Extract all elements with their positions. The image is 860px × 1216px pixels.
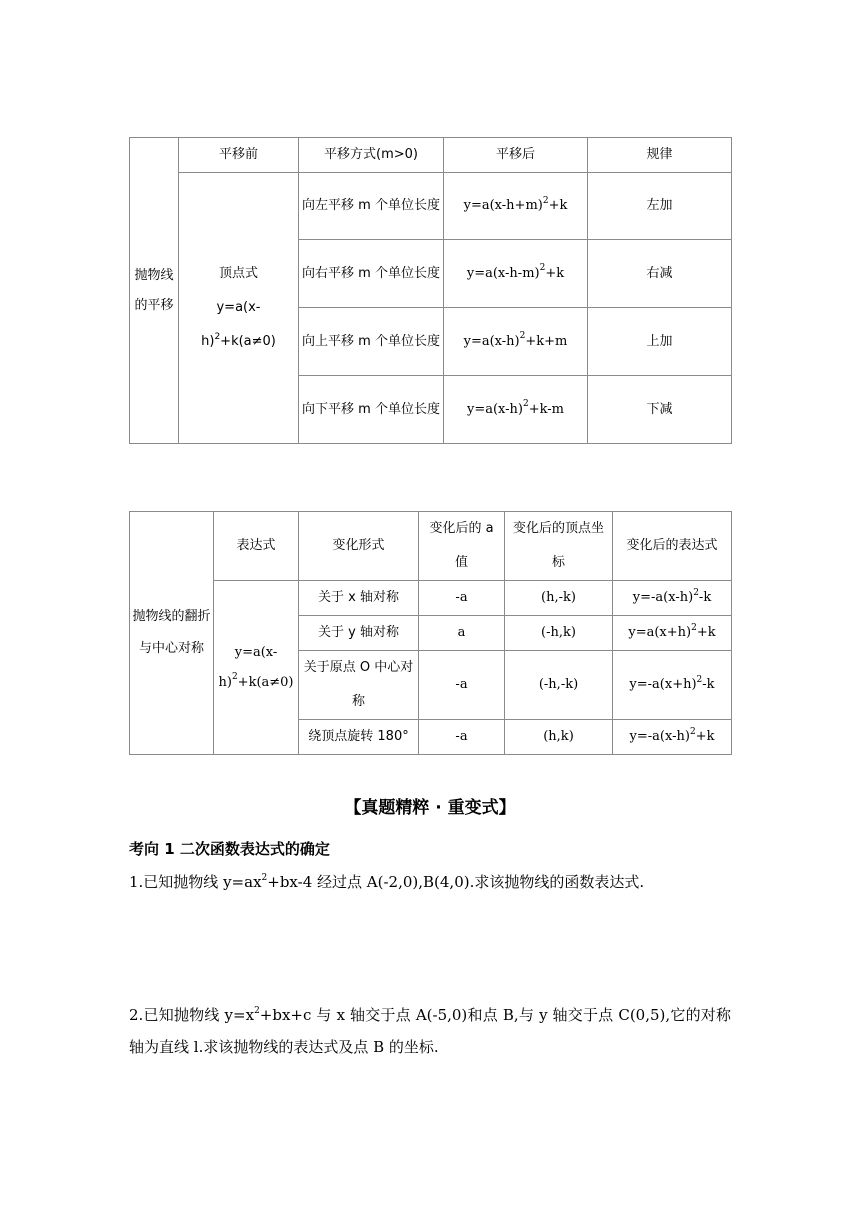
header-method: 平移方式(m>0) (299, 138, 444, 173)
after-left: $y=a(x-h+m)^2+k$ (444, 173, 588, 240)
result-x-axis: $y=-a(x-h)^2-k$ (613, 581, 732, 616)
vertex-y-axis: (-h,k) (505, 616, 613, 651)
translation-category: 抛物线的平移 (134, 267, 174, 313)
question-2: 2.已知抛物线 $y=x^2+bx+c$ 与 x 轴交于点 A(-5,0)和点 B,与 y 轴交于点 C(0,5),它的对称轴为直线 l.求该抛物线的表达式及点 B 的坐标. (129, 1006, 731, 1056)
symmetry-category-cell (130, 512, 214, 755)
symmetry-table (129, 511, 732, 755)
a-value-rotate: -a (419, 720, 505, 755)
header-after: 平移后 (444, 138, 588, 173)
rule-right: 右减 (588, 240, 732, 308)
before-formula: $y=a(x-h)^2+k(a\ne 0)$ (201, 300, 276, 349)
vertex-x-axis: (h,-k) (505, 581, 613, 616)
header-a-value: 变化后的 a 值 (419, 512, 505, 581)
translation-table (129, 137, 732, 444)
method-up: 向上平移 m 个单位长度 (299, 308, 444, 376)
method-right: 向右平移 m 个单位长度 (299, 240, 444, 308)
vertex-origin: (-h,-k) (505, 651, 613, 720)
vertex-rotate: (h,k) (505, 720, 613, 755)
header-rule: 规律 (588, 138, 732, 173)
header-form: 变化形式 (299, 512, 419, 581)
a-value-x-axis: -a (419, 581, 505, 616)
form-origin: 关于原点 O 中心对称 (299, 651, 419, 720)
result-origin: $y=-a(x+h)^2-k$ (613, 651, 732, 720)
rule-up: 上加 (588, 308, 732, 376)
form-rotate: 绕顶点旋转 180° (299, 720, 419, 755)
form-y-axis: 关于 y 轴对称 (299, 616, 419, 651)
subheading: 考向 1 二次函数表达式的确定 (129, 840, 330, 858)
expr-cell: $y=a(x-h)^2+k(a\ne 0)$ (214, 581, 299, 755)
header-expr: 表达式 (214, 512, 299, 581)
header-vertex: 变化后的顶点坐标 (505, 512, 613, 581)
method-left: 向左平移 m 个单位长度 (299, 173, 444, 240)
translation-category-cell (130, 138, 179, 444)
after-up: $y=a(x-h)^2+k+m$ (444, 308, 588, 376)
rule-left: 左加 (588, 173, 732, 240)
a-value-y-axis: a (419, 616, 505, 651)
symmetry-category-line2: 与中心对称 (138, 641, 204, 656)
symmetry-category-line1: 抛物线的翻折 (132, 609, 211, 624)
result-y-axis: $y=a(x+h)^2+k$ (613, 616, 732, 651)
question-1: 1.已知抛物线 $y=ax^2+bx-4$ 经过点 A(-2,0),B(4,0).求该抛物线的函数表达式. (129, 873, 645, 891)
before-cell (179, 173, 299, 444)
a-value-origin: -a (419, 651, 505, 720)
header-result: 变化后的表达式 (613, 512, 732, 581)
header-before: 平移前 (179, 138, 299, 173)
method-down: 向下平移 m 个单位长度 (299, 376, 444, 444)
rule-down: 下减 (588, 376, 732, 444)
after-right: $y=a(x-h-m)^2+k$ (444, 240, 588, 308)
before-label: 顶点式 (218, 266, 258, 281)
form-x-axis: 关于 x 轴对称 (299, 581, 419, 616)
result-rotate: $y=-a(x-h)^2+k$ (613, 720, 732, 755)
after-down: $y=a(x-h)^2+k-m$ (444, 376, 588, 444)
section-title: 【真题精粹 · 重变式】 (344, 798, 516, 818)
